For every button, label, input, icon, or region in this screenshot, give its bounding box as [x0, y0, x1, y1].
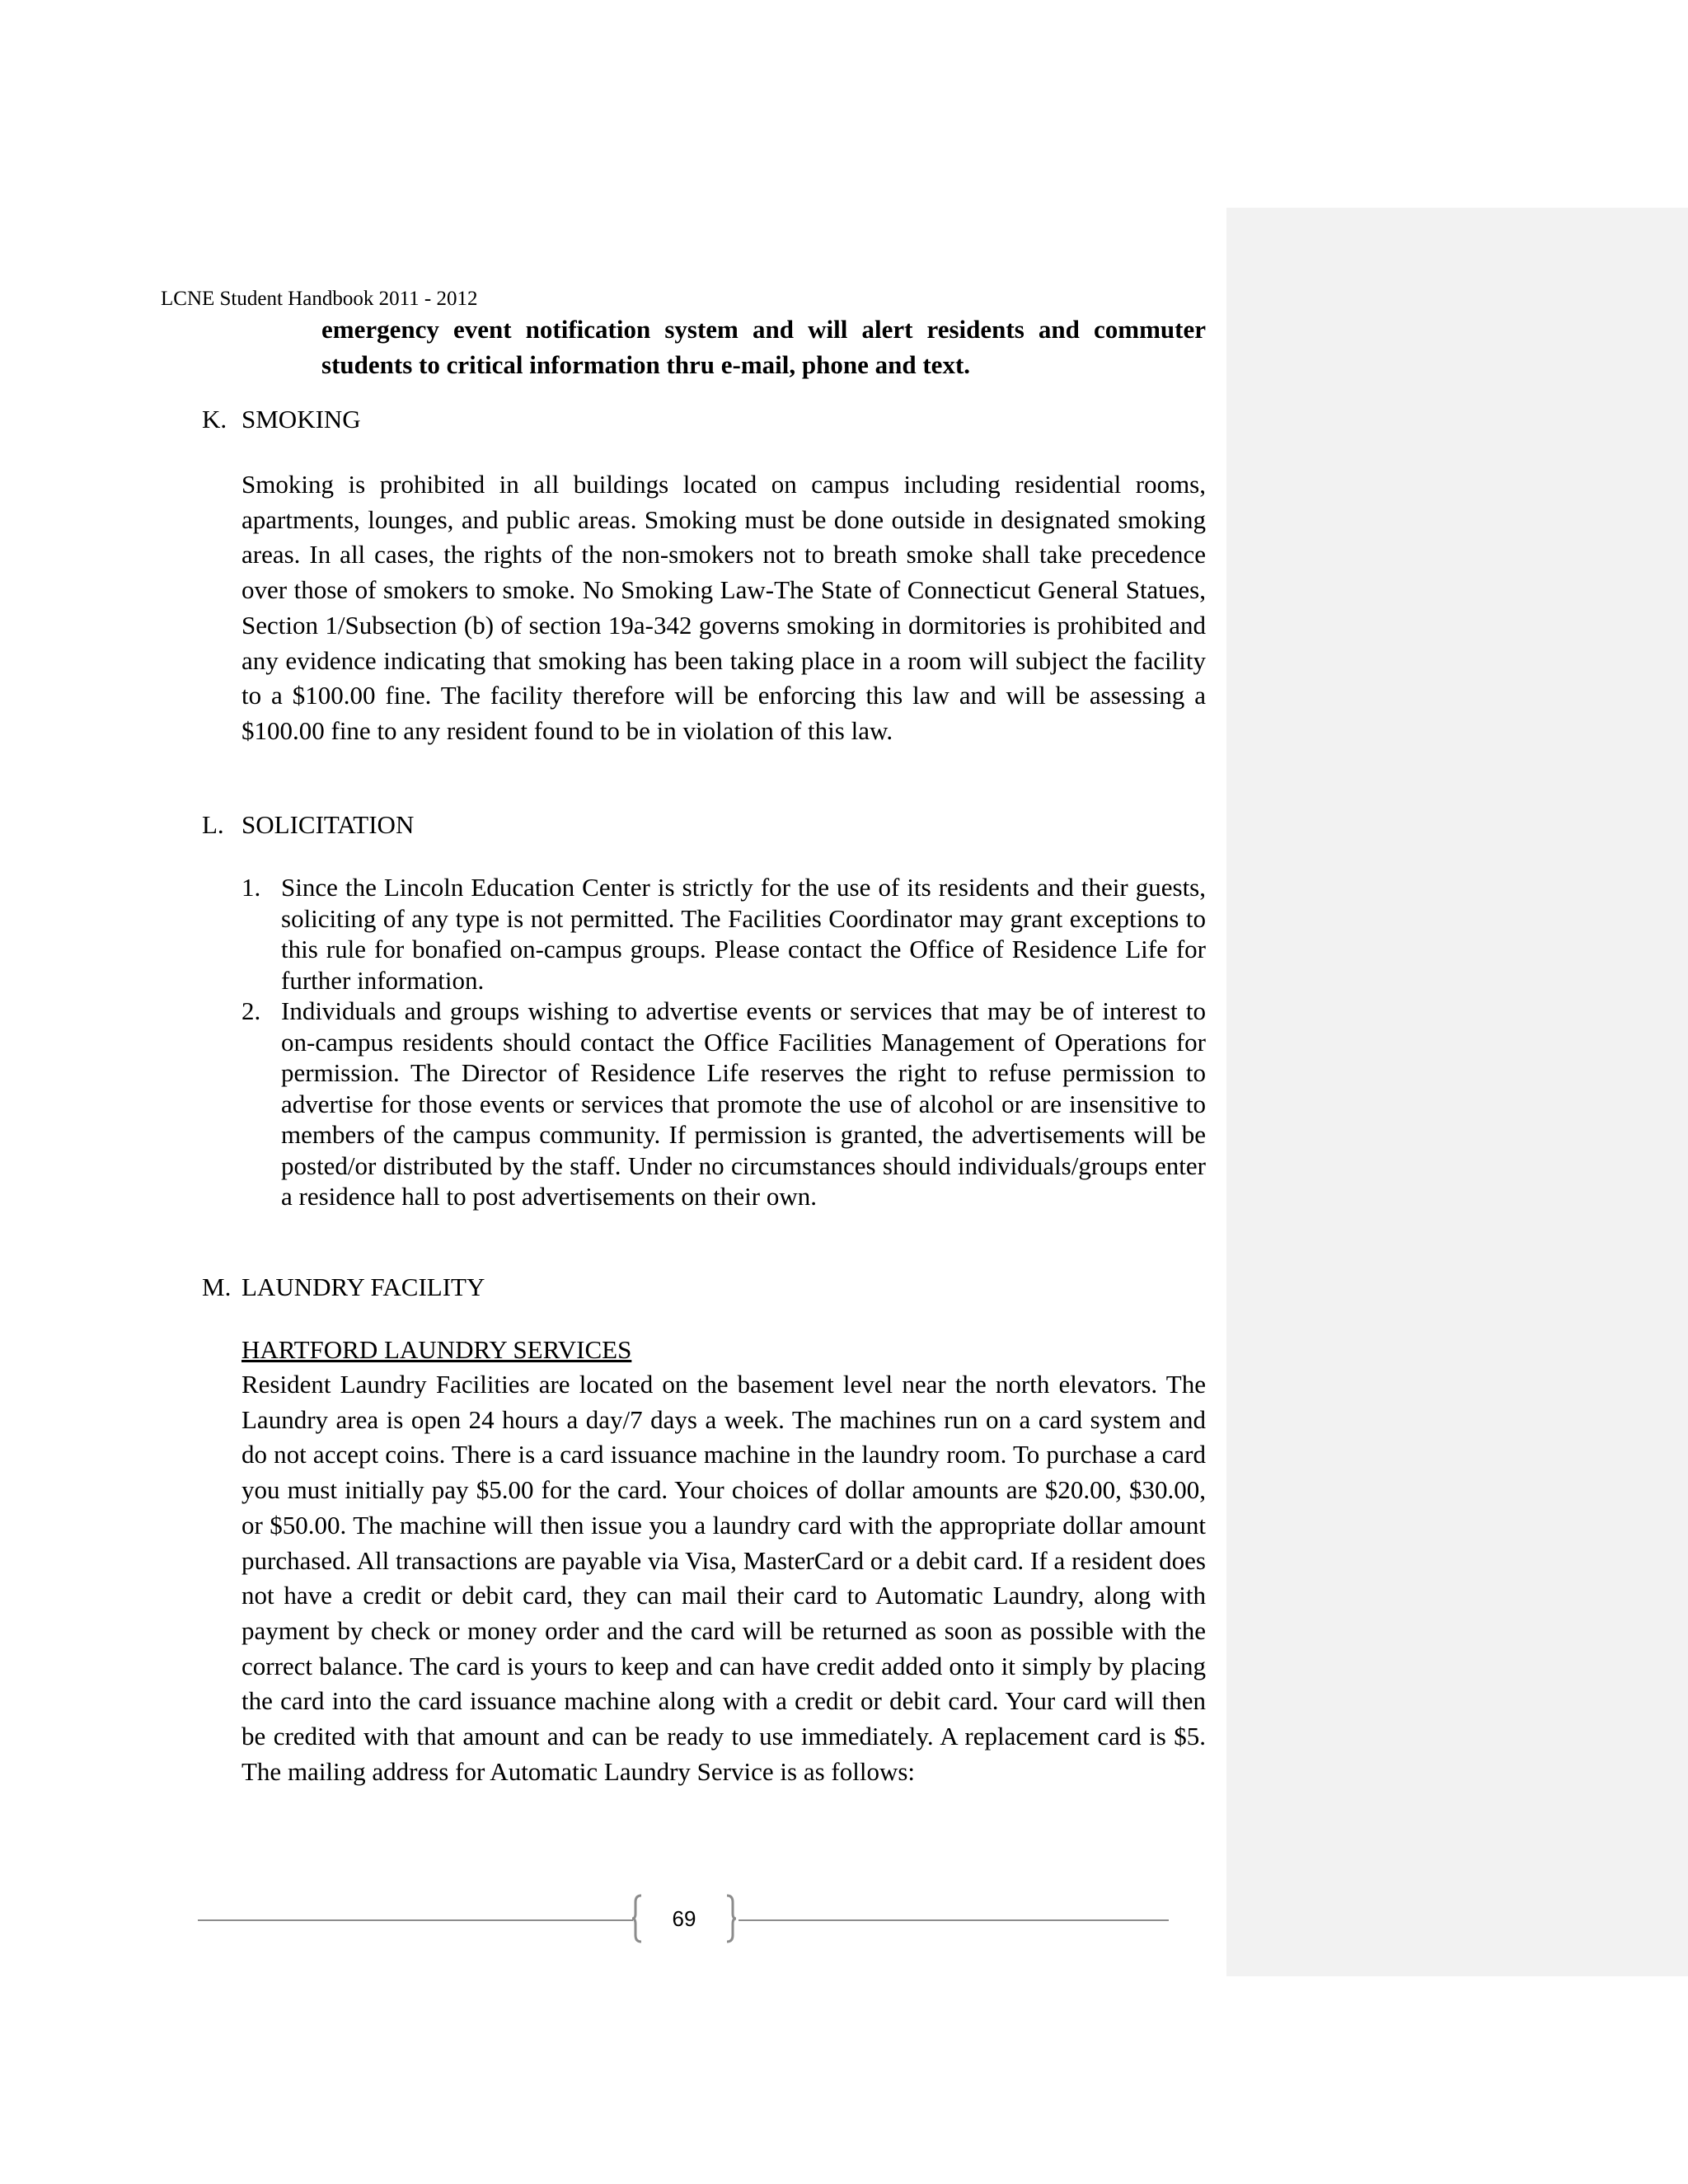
page-header: LCNE Student Handbook 2011 - 2012	[161, 288, 478, 310]
list-item	[241, 872, 1206, 996]
smoking-paragraph: Smoking is prohibited in all buildings located on campus including residential rooms, apartments, lounges, and public areas. Smoking must be done outside in designated smoking areas. In all cases, the rights of the non-smokers not to breath smoke shall take precedence over those of smokers to smoke. No Smoking Law-The State of Connecticut General Statues, Section 1/Subsection (b) of section 19a-342 governs smoking in dormitories is prohibited and any evidence indicating that smoking has been taking place in a room will subject the facility to a $100.00 fine. The facility therefore will be enforcing this law and will be assessing a $100.00 fine to any resident found to be in violation of this law.	[241, 470, 1206, 745]
page-number: 69	[672, 1906, 696, 1931]
section-heading-laundry	[202, 1269, 485, 1305]
section-title: SMOKING	[241, 405, 361, 434]
list-item-number: 2.	[241, 996, 261, 1025]
carry-over-paragraph: emergency event notification system and will alert residents and commuter students to critical information thru e-mail, phone and text.	[321, 315, 1206, 379]
list-item-text: Individuals and groups wishing to advertise events or services that may be of interest to on-campus residents should contact the Office Facilities Management of Operations for permission. The Director of Residence Life reserves the right to refuse permission to advertise for those events or services that promote the use of alcohol or are insensitive to members of the campus community. If permission is granted, the advertisements will be posted/or distributed by the staff. Under no circumstances should individuals/groups enter a residence hall to post advertisements on their own.	[281, 996, 1206, 1211]
section-letter: L.	[202, 810, 224, 839]
section-letter: M.	[202, 1272, 232, 1301]
list-item	[241, 996, 1206, 1212]
list-item-number: 1.	[241, 873, 261, 902]
footer-rule-right	[738, 1919, 1169, 1921]
list-item-text: Since the Lincoln Education Center is strictly for the use of its residents and their guests, soliciting of any type is not permitted. The Facilities Coordinator may grant exceptions to this rule for bonafied on-campus groups. Please contact the Office of Residence Life for further information.	[281, 873, 1206, 995]
laundry-paragraph: Resident Laundry Facilities are located on the basement level near the north elevators. The Laundry area is open 24 hours a day/7 days a week. The machines run on a card system and do not accept coins. There is a card issuance machine in the laundry room. To purchase a card you must initially pay $5.00 for the card. Your choices of dollar amounts are $20.00, $30.00, or $50.00. The machine will then issue you a laundry card with the appropriate dollar amount purchased. All transactions are payable via Visa, MasterCard or a debit card. If a resident does not have a credit or debit card, they can mail their card to Automatic Laundry, along with payment by check or money order and the card will be returned as soon as possible with the correct balance. The card is yours to keep and can have credit added onto it simply by placing the card into the card issuance machine along with a credit or debit card. Your card will then be credited with that amount and can be ready to use immediately. A replacement card is $5. The mailing address for Automatic Laundry Service is as follows:	[241, 1370, 1206, 1786]
laundry-subheading: HARTFORD LAUNDRY SERVICES	[241, 1335, 632, 1364]
footer-right-brace-icon	[725, 1894, 737, 1943]
section-title: LAUNDRY FACILITY	[241, 1272, 485, 1301]
footer-rule-left	[198, 1919, 633, 1921]
section-letter: K.	[202, 405, 227, 434]
solicitation-list	[241, 872, 1206, 1212]
comment-pane	[1226, 208, 1688, 1976]
section-heading-smoking	[202, 401, 361, 437]
footer-left-brace-icon	[631, 1894, 643, 1943]
section-heading-solicitation	[202, 807, 414, 842]
section-title: SOLICITATION	[241, 810, 415, 839]
